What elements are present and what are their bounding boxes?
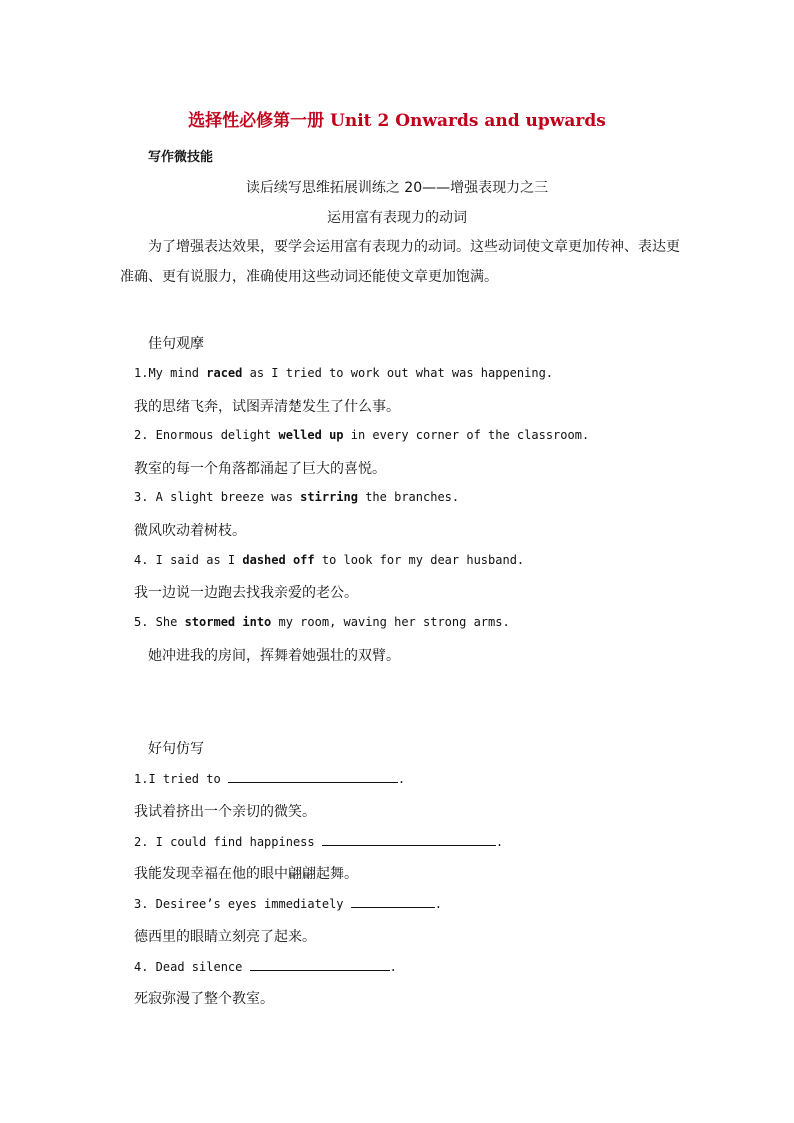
page-title: 选择性必修第一册 Unit 2 Onwards and upwards xyxy=(188,111,606,131)
section-label: 写作微技能 xyxy=(148,150,214,165)
imitate-zh-4: 死寂弥漫了整个教室。 xyxy=(134,991,274,1007)
key-verb: stirring xyxy=(300,490,358,504)
imitate-en-1: 1.I tried to . xyxy=(134,772,406,786)
imitate-en-4: 4. Dead silence . xyxy=(134,960,397,974)
imitate-en-3: 3. Desiree’s eyes immediately . xyxy=(134,897,442,911)
intro-paragraph: 为了增强表达效果，要学会运用富有表现力的动词。这些动词使文章更加传神、表达更准确、更有说服力，准确使用这些动词还能使文章更加饱满。 xyxy=(120,239,680,285)
observe-zh-1: 我的思绪飞奔，试图弄清楚发生了什么事。 xyxy=(134,399,400,415)
lesson-topic: 运用富有表现力的动词 xyxy=(327,210,467,226)
lesson-subtitle: 读后续写思维拓展训练之 20——增强表现力之三 xyxy=(245,180,549,196)
observe-en-1: 1.My mind raced as I tried to work out what was happening. xyxy=(134,366,554,380)
observe-zh-3: 微风吹动着树枝。 xyxy=(134,523,246,539)
key-verb: dashed off xyxy=(242,553,315,567)
answer-blank[interactable] xyxy=(250,959,390,971)
answer-blank[interactable] xyxy=(228,771,398,783)
key-verb: welled up xyxy=(278,428,344,442)
imitate-en-2: 2. I could find happiness . xyxy=(134,835,504,849)
observe-en-5: 5. She stormed into my room, waving her strong arms. xyxy=(134,615,510,629)
observe-en-4: 4. I said as I dashed off to look for my dear husband. xyxy=(134,553,525,567)
imitate-zh-1: 我试着挤出一个亲切的微笑。 xyxy=(134,804,316,820)
observe-zh-5: 她冲进我的房间，挥舞着她强壮的双臂。 xyxy=(148,648,400,664)
imitate-zh-2: 我能发现幸福在他的眼中翩翩起舞。 xyxy=(134,866,358,882)
answer-blank[interactable] xyxy=(351,896,435,908)
answer-blank[interactable] xyxy=(322,834,496,846)
imitate-heading: 好句仿写 xyxy=(148,741,204,757)
observe-zh-4: 我一边说一边跑去找我亲爱的老公。 xyxy=(134,585,358,601)
observe-en-3: 3. A slight breeze was stirring the branches. xyxy=(134,490,460,504)
key-verb: stormed into xyxy=(184,615,272,629)
imitate-zh-3: 德西里的眼睛立刻亮了起来。 xyxy=(134,929,316,945)
key-verb: raced xyxy=(206,366,243,380)
observe-zh-2: 教室的每一个角落都涌起了巨大的喜悦。 xyxy=(134,461,386,477)
observe-en-2: 2. Enormous delight welled up in every corner of the classroom. xyxy=(134,428,590,442)
observe-heading: 佳句观摩 xyxy=(148,336,204,352)
